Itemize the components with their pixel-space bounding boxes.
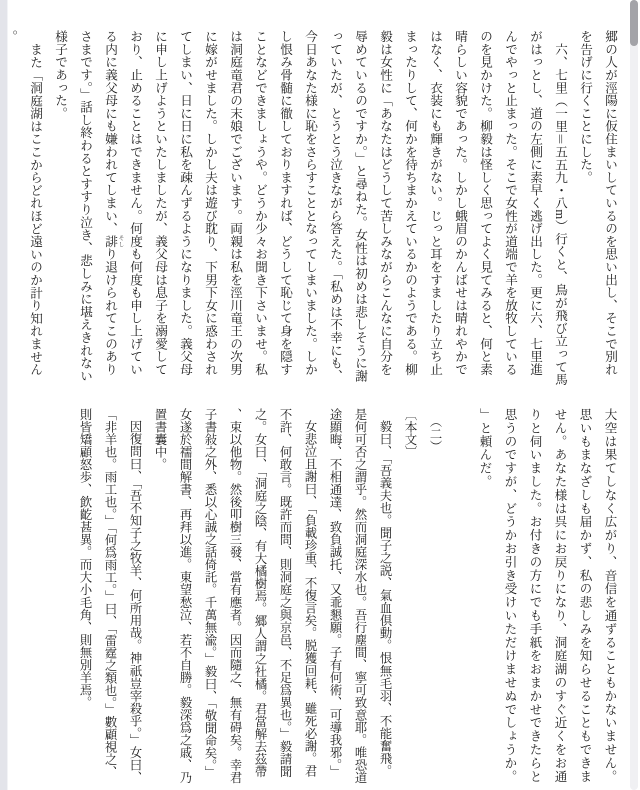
text-block-bottom <box>72 408 622 784</box>
kanbun-paragraph-3: 因復問曰、「吾不知子之牧羊、何所用哉。神祇豈宰殺乎。」女曰、「非羊也。雨工也。」「何爲雨工。」曰、「雷霆之類也。」數顧視之、則皆矯顧怒歩、飲齕甚異。而大小毛角、則無別羊焉。 <box>78 408 142 784</box>
translation-paragraph-2 <box>47 30 572 388</box>
translation-paragraph-1: 郷の人が涇陽に仮住まいしているのを思い出し、そこで別れを告げに行くことにした。 <box>578 30 617 376</box>
translation-paragraph-2-after: り退けられてこのありさまです。」話し終わるとすすり泣き、悲しみに堪えきれない様子であった。 <box>53 30 117 383</box>
kanbun-paragraph-1: 毅曰、「吾義夫也。聞子之説、氣血倶動。恨無毛羽、不能奮飛。是何可否之謂乎。然而洞庭深水也。吾行塵間、寧可致意耶。唯恐道途顯晦、不相通達、致負誠托、又乖懇願。子有何術、可導我邪。」 <box>328 408 392 784</box>
kanbun-paragraph-2: 女悲泣且謝曰、「負載珍重、不復言矣。脱獲回耗、雖死必謝。君不許、何敢言。既許而問、則洞庭之與京邑、不足爲異也。」毅請聞之。女曰、「洞庭之陰、有大橘樹焉。郷人謂之社橘。君當解去茲帶、束以他物。然後叩樹三發、當有應者。因而隨之、無有碍矣。幸君子書敍之外、悉以心誠之話倚託。千萬無渝。」毅曰、「敬聞命矣。」女遂於襦間解書、再拜以進。東望愁泣、若不自勝。毅深爲之戚、乃置書囊中。 <box>153 408 317 784</box>
scrollbar-thumb[interactable] <box>630 0 638 46</box>
section-number-heading: （二） <box>428 415 442 453</box>
honbun-heading: 〔本文〕 <box>403 408 417 459</box>
ruby-annotation <box>103 234 123 248</box>
ruby-base: 誹 <box>103 234 117 248</box>
translation-paragraph-3: また「洞庭湖はここからどれほど遠いのか計り知れません。 <box>3 30 42 376</box>
translation-text-block-top <box>0 30 622 388</box>
scrollbar-track[interactable] <box>630 0 638 790</box>
translation-paragraph-4: 大空は果てしなく広がり、音信を通ずることもかないません。思いもまなざしも届かず、私の悲しみを知らせることもできません。あなた様は呉にお戻りになり、洞庭湖のすぐ近くをお通りと伺いました。お付きの方にでも手紙をおまかせできたらと思うのですが、どうかお引き受けいただけませぬでしょうか。」と頼んだ。 <box>478 408 617 784</box>
ruby-furigana: そし <box>117 234 123 248</box>
translation-paragraph-2-before: 六、七里（一里＝五五九・八m）行くと、鳥が飛び立って馬がはっとし、道の左側に素早く逃げ出した。更に六、七里進んでやっと止まった。そこで女性が道端で羊を放牧しているのを見かけた。柳毅は怪しく思ってよく見てみると、何と素晴らしい容貌であった。しかし蛾眉のかんばせは晴れやかではなく、衣装にも輝きがない。じっと耳をすましたり立ち止まったりして、何かを待ちまかえているかのようである。柳毅は女性に「あなたはどうして苦しみながらこんなに自分を辱めているのですか。」と尋ねた。女性は初めは悲しそうに謝っていたが、とうとう泣きながら答えた。「私めは不幸にも、今日あなた様に恥をさらすこととなってしまいました。しかし恨み骨髄に徹しておりますれば、どうして恥じて身を隠すことなどできましょうや。どうか少々お聞き下さいませ。私は洞庭竜君の末娘でございます。両親は私を涇川竜王の次男に嫁がせました。しかし夫は遊び耽り、下男下女に惑わされてしまい、日に日に私を疎んずるようになりました。義父母に申し上げようといたしましたが、義父母は息子を溺愛しており、止めることはできません。何度も何度も申し上げている内に義父母にも嫌われてしまい、 <box>103 30 567 386</box>
